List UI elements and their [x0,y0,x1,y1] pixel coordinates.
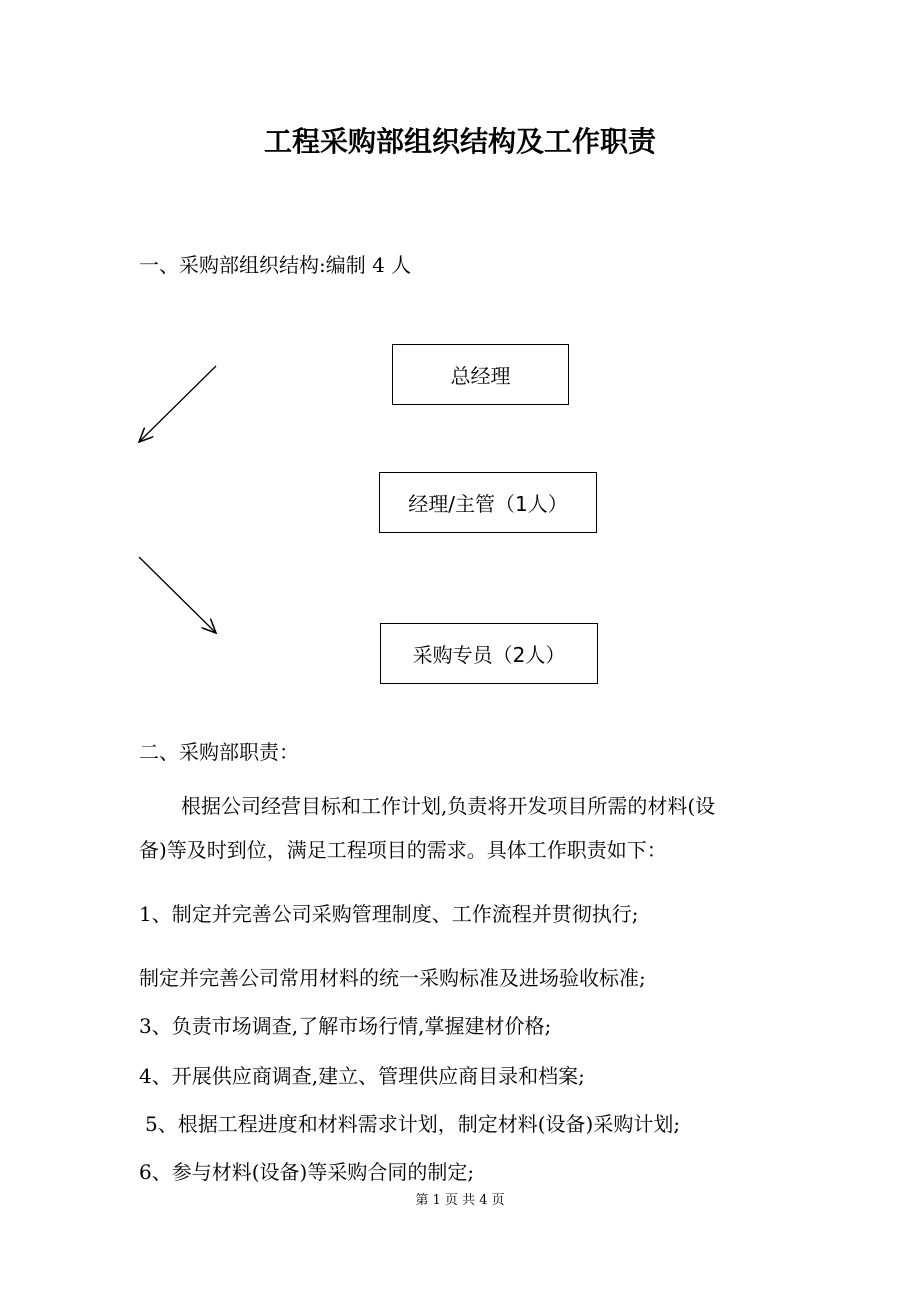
arrow-down-right [139,557,216,633]
org-box-general-manager: 总经理 [392,344,569,405]
section-heading-structure: 一、采购部组织结构:编制 4 人 [139,253,412,277]
document-title: 工程采购部组织结构及工作职责 [263,125,656,158]
duty-item: 4、开展供应商调查,建立、管理供应商目录和档案; [139,1064,585,1088]
arrow-down-left [139,366,216,442]
duty-item: 1、制定并完善公司采购管理制度、工作流程并贯彻执行; [139,902,639,926]
org-box-specialist: 采购专员（2人） [380,623,598,684]
intro-line: 备)等及时到位，满足工程项目的需求。具体工作职责如下： [139,838,667,862]
page-footer: 第 1 页 共 4 页 [415,1193,505,1208]
duty-item: 制定并完善公司常用材料的统一采购标准及进场验收标准; [139,966,646,990]
duty-item: 3、负责市场调查,了解市场行情,掌握建材价格; [139,1014,552,1038]
duty-item: 6、参与材料(设备)等采购合同的制定; [139,1160,475,1184]
section-heading-duties: 二、采购部职责： [139,740,299,764]
duty-item: 5、根据工程进度和材料需求计划，制定材料(设备)采购计划; [145,1112,681,1136]
intro-line: 根据公司经营目标和工作计划,负责将开发项目所需的材料(设 [181,794,716,818]
org-box-manager: 经理/主管（1人） [379,472,597,533]
